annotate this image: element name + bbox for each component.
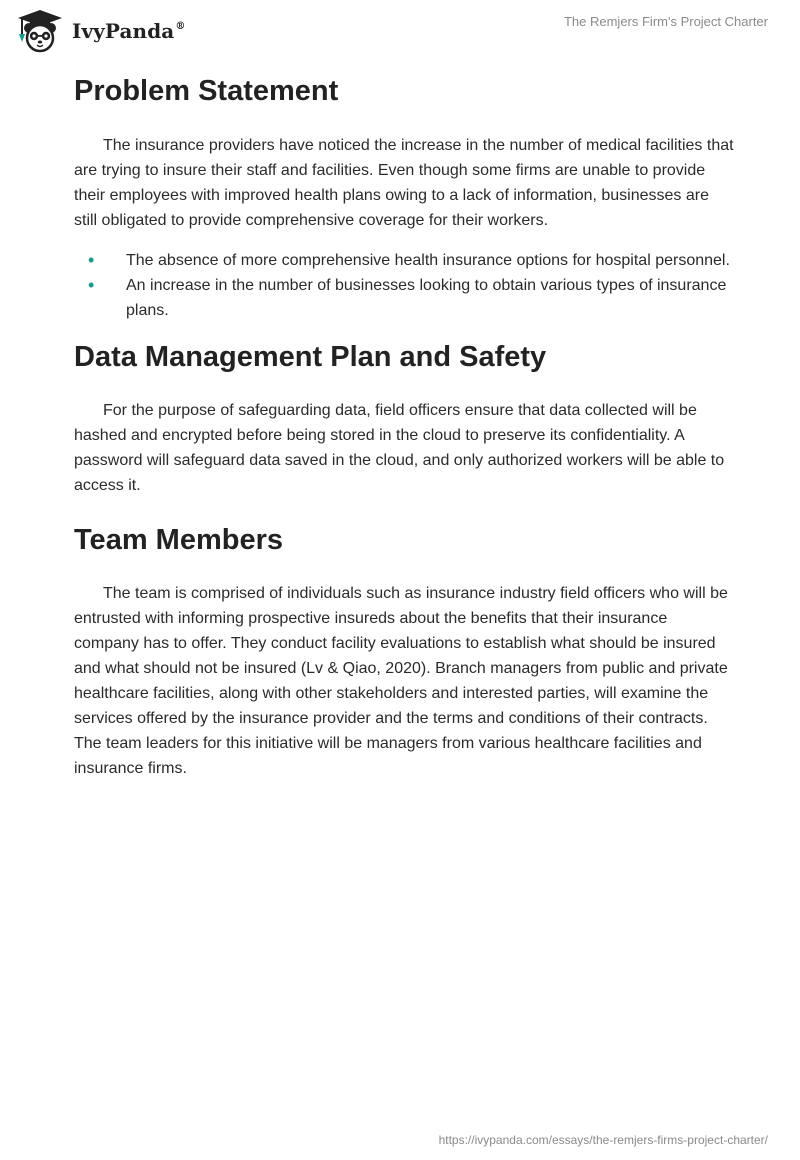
article-body [74,72,734,781]
section-heading: Team Members [74,524,283,556]
brand-logo[interactable] [14,8,185,54]
section-heading: Problem Statement [74,75,339,107]
source-url[interactable]: https://ivypanda.com/essays/the-remjers-firms-project-charter/ [438,1133,768,1147]
bullet-icon: • [88,250,95,270]
bullet-list [74,248,734,323]
section-heading: Data Management Plan and Safety [74,341,547,373]
section-data-management [74,338,734,498]
section-problem-statement [74,72,734,323]
list-item [74,273,734,323]
section-paragraph: The team is comprised of individuals such as insurance industry field officers who will be entrusted with informing prospective insureds about the benefits that their insurance company has to offer. They conduct facility evaluations to establish what should be insured and what should not be insured (Lv & Qiao, 2020). Branch managers from public and private healthcare facilities, along with other stakeholders and interested parties, will examine the services offered by the insurance provider and the terms and conditions of their contracts. The team leaders for this initiative will be managers from various healthcare facilities and insurance firms. [74,585,728,777]
registered-mark: ® [175,21,186,32]
section-paragraph: For the purpose of safeguarding data, field officers ensure that data collected will be hashed and encrypted before being stored in the cloud to preserve its confidentiality. A password will safeguard data saved in the cloud, and only authorized workers will be able to access it. [74,402,725,494]
list-item [74,248,734,273]
bullet-icon: • [88,275,95,295]
section-team-members [74,521,734,781]
list-item-text: An increase in the number of businesses looking to obtain various types of insurance plans. [126,277,727,319]
page-header [0,0,800,60]
brand-name: IvyPanda® [72,19,186,43]
list-item-text: The absence of more comprehensive health insurance options for hospital personnel. [126,252,730,269]
panda-logo-icon [14,8,66,54]
document-title: The Remjers Firm's Project Charter [563,14,768,29]
section-paragraph: The insurance providers have noticed the increase in the number of medical facilities that are trying to insure their staff and facilities. Even though some firms are unable to provide their employees with improved health plans owing to a lack of information, businesses are still obligated to provide comprehensive coverage for their workers. [74,137,734,229]
